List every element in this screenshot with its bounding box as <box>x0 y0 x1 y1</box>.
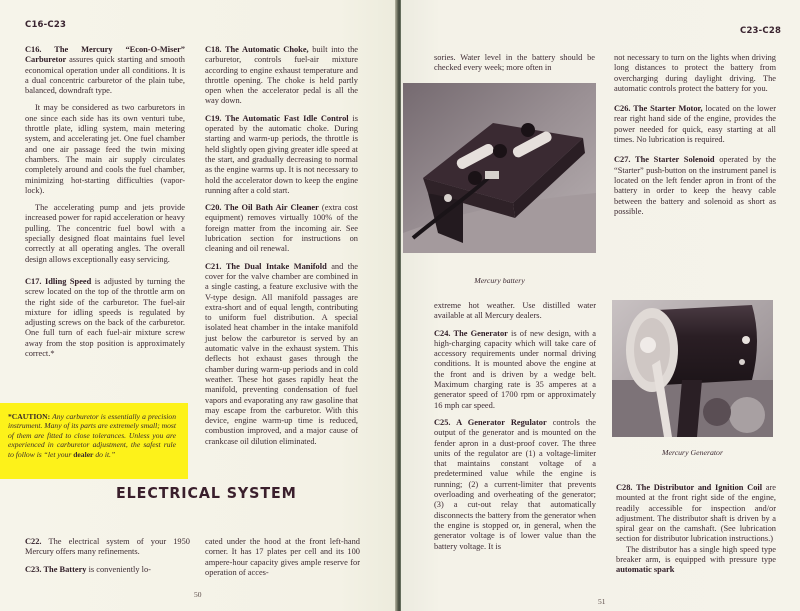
right-column-1-top <box>434 53 595 74</box>
paragraph-c16-cont-2 <box>25 203 185 265</box>
paragraph-text: It may be considered as two carburetors in one since each side has its own venturi tube, throttle plate, idling system, main metering system, and accelerating jet. One fuel chamber and one air passage feed the twin mixing chambers. The main air supply circulates completely around and cools the fuel chamber, minimizing hot-starting difficulties (vapor-lock). <box>25 103 185 195</box>
caution-box <box>0 403 188 479</box>
caution-bold-word: dealer <box>73 449 94 459</box>
page-number-right: 51 <box>598 597 606 606</box>
paragraph-c17 <box>25 277 185 359</box>
right-column-2-bottom <box>616 483 776 576</box>
paragraph-lead: C28. The Distributor and Ignition Coil <box>616 483 763 492</box>
paragraph-text: extreme hot weather. Use distilled water available at all Mercury dealers. <box>434 301 596 321</box>
paragraph-c23-cont: cated under the hood at the front left-hand corner. It has 17 plates per cell and its 100 ampere-hour capacity gives ample reserve for operation of acces- <box>205 537 360 577</box>
paragraph-text: built into the carburetor, controls fuel-air mixture according to engine exhaust temperature and throttle opening. The choke is held partly open when the accelerator pedal is all the way down. <box>205 45 358 106</box>
left-column-1 <box>25 45 185 366</box>
section-heading: ELECTRICAL SYSTEM <box>116 484 297 502</box>
paragraph-text: is of new design, with a high-charging capacity which will take care of accessory requirements under normal driving conditions. It is mounted above the engine at the front and is driven by a wedge belt. Maximum charging rate is 35 amperes at a generator speed of 1700 rpm or approximately 16 mph car speed. <box>434 328 596 410</box>
paragraph-text: The electrical system of your 1950 Mercury offers many refinements. <box>25 537 190 557</box>
paragraph-c28 <box>616 483 776 545</box>
paragraph-c24 <box>434 329 596 411</box>
paragraph-c21 <box>205 262 358 447</box>
paragraph-text: (extra cost equipment) removes virtually 100% of the foreign matter from the incoming air. See lubrication section for instructions on cleaning and oil renewal. <box>205 203 358 254</box>
battery-illustration <box>403 83 596 253</box>
paragraph-c23 <box>25 565 190 575</box>
paragraph-c16 <box>25 45 185 96</box>
paragraph-c27 <box>614 155 776 217</box>
generator-illustration <box>612 300 773 437</box>
paragraph-c16-cont-1 <box>25 103 185 196</box>
running-head-right: C23-C28 <box>740 26 782 36</box>
paragraph-c19 <box>205 114 358 196</box>
caution-text <box>8 412 176 459</box>
paragraph-c25-cont <box>614 53 776 94</box>
paragraph-text: not necessary to turn on the lights when driving long distances to protect the battery from overcharging during daylight driving. The automatic controls protect the battery for you. <box>614 53 776 93</box>
paragraph-lead: C23. The Battery <box>25 564 87 574</box>
paragraph-trailing-bold: automatic spark <box>616 565 675 575</box>
paragraph-text: is operated by the automatic choke. During starting and warm-up periods, the throttle is held slightly open giving greater idle speed at the start, and gradually decreasing to normal as the engine warms up. It is not necessary to hold the accelerator down to keep the engine running after a cold start. <box>205 113 358 195</box>
right-column-1 <box>434 301 596 552</box>
paragraph-text: The distributor has a single high speed type breaker arm, is equipped with pressure type <box>616 544 776 565</box>
paragraph-text: is adjusted by turning the screw located on the top of the throttle arm on the right side of the carburetor. The fuel-air mixture for idling speeds is regulated by adjusting screws on the back of the carburetor. One full turn of each fuel-air mixture screw away from the stop position is approximately correct.* <box>25 276 186 359</box>
paragraph-c26 <box>614 104 776 145</box>
paragraph-c25 <box>434 418 596 552</box>
paragraph-battery-end <box>434 301 596 322</box>
caution-label: *CAUTION: <box>8 412 51 421</box>
paragraph-lead: C16. The Mercury “Econ-O-Miser” Carburetor <box>25 45 185 65</box>
paragraph-lead: C17. Idling Speed <box>25 276 92 286</box>
left-column-2 <box>205 45 358 454</box>
paragraph-lead: C24. The Generator <box>434 328 508 338</box>
paragraph-c22 <box>25 537 190 558</box>
paragraph-lead: C21. The Dual Intake Manifold <box>205 261 327 271</box>
paragraph-lead: C19. The Automatic Fast Idle Control <box>205 113 349 123</box>
paragraph-lead: C22. <box>25 537 42 546</box>
generator-photo <box>612 300 773 437</box>
paragraph-lead: C18. The Automatic Choke, <box>205 45 309 54</box>
paragraph-text: are mounted at the front right side of the engine, readily accessible for inspection and/or adjustment. The distributor shaft is driven by a spiral gear on the camshaft. (See lubrication section for distributor lubrication instructions.) <box>616 483 776 544</box>
paragraph-c20 <box>205 203 358 254</box>
page-number-left: 50 <box>194 590 202 599</box>
paragraph-text: controls the output of the generator and is mounted on the fender apron in a dust-proof cover. The three units of the regulator are (1) a voltage-limiter that maintains constant voltage of a predetermined value while the engine is running; (2) a current-limiter that prevents overloading and overheating of the generator; (3) a cut-out relay that automatically disconnects the battery from the generator when the engine is stopped or, in general, when the generator voltage is of lower value than the battery voltage. It is <box>434 417 596 551</box>
paragraph-text: operated by the “Starter” push-button on the instrument panel is located on the left fender apron in front of the battery in order to keep the heavy cable between the battery and solenoid as short as possible. <box>614 155 776 216</box>
left-bottom-column-2 <box>205 537 360 578</box>
left-page <box>0 0 398 611</box>
battery-caption: Mercury battery <box>474 276 525 285</box>
caution-body: Any carburetor is essentially a precision instrument. Many of its parts are extremely small; most of them are fitted to close tolerances. Unless you are experienced in carburetor adjustment, the safest rule to follow is “let your <box>8 412 176 459</box>
paragraph-lead: C27. The Starter Solenoid <box>614 155 715 165</box>
paragraph-text: is conveniently lo- <box>86 564 151 574</box>
paragraph-lead: C26. The Starter Motor, <box>614 104 703 114</box>
battery-photo <box>403 83 596 253</box>
paragraph-c18 <box>205 45 358 107</box>
paragraph-lead: C25. A Generator Regulator <box>434 417 547 427</box>
paragraph-text: The accelerating pump and jets provide increased power for rapid acceleration or heavy pulling. The concentric fuel bowl with a specially designed float maintains fuel level correctly at all operating angles. The overall design allows exceptionally easy servicing. <box>25 203 185 264</box>
paragraph-text: assures quick starting and smooth economical operation under all conditions. It is a dual concentric carburetor of the plain tube, balanced, downdraft type. <box>25 55 185 96</box>
paragraph-battery-cont: sories. Water level in the battery should be checked every week; more often in <box>434 53 595 73</box>
paragraph-text: located on the lower rear right hand side of the engine, provides the power needed for quick, easy starting at all times. No lubrication is required. <box>614 104 777 145</box>
paragraph-text: and the cover for the valve chamber are combined in a single casting, a feature exclusive with the V-type design. All manifold passages are extra-short and of equal length, contributing to uniform fuel distribution. A special isolated heat chamber in the intake manifold just below the carburetor is served by an automatic valve in the exhaust system. This deflects hot exhaust gases through the chamber during warm-up periods and in cold weather. These hot gases rapidly heat the manifold, preventing condensation of fuel vapors and evaporating any raw gasoline that may escape from the carburetor. With this device, engine warm-up time is reduced, combustion improved, and a major cause of crankcase oil dilution eliminated. <box>205 261 358 446</box>
running-head-left: C16-C23 <box>25 20 67 30</box>
caution-body-end: do it.” <box>93 449 116 459</box>
right-page <box>401 0 800 611</box>
right-column-2 <box>614 53 776 217</box>
paragraph-lead: C20. The Oil Bath Air Cleaner <box>205 203 319 213</box>
left-bottom-column-1 <box>25 537 190 575</box>
paragraph-c28-cont <box>616 545 776 576</box>
generator-caption: Mercury Generator <box>662 448 723 457</box>
